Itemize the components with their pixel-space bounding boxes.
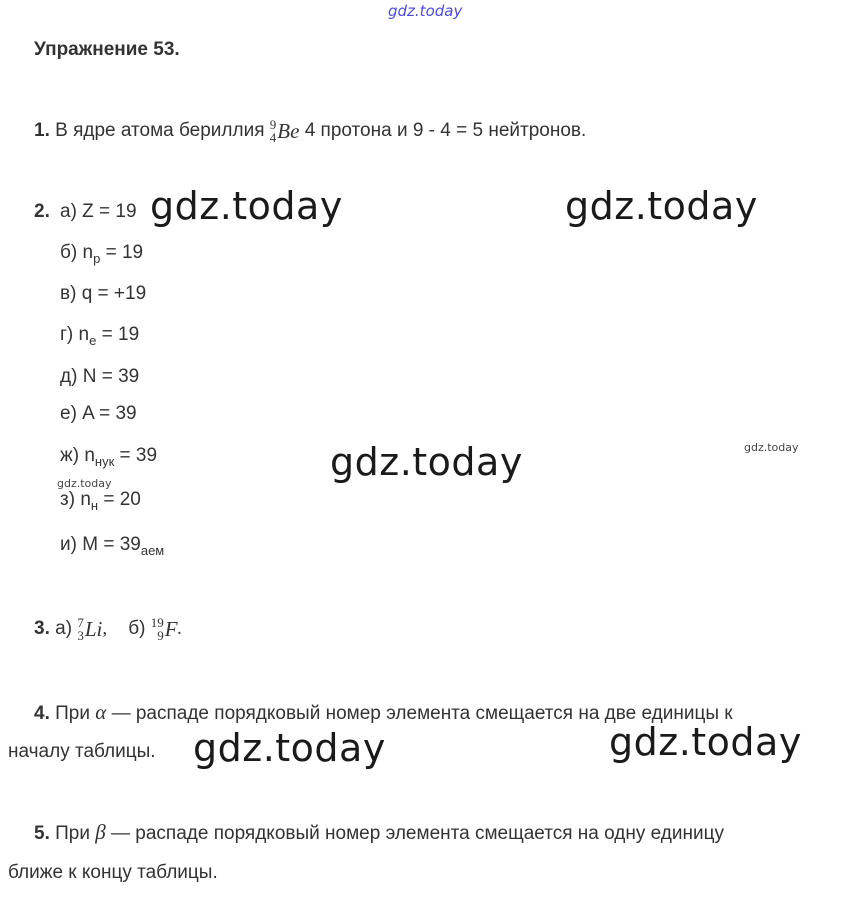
item-2-number: 2. — [34, 201, 50, 222]
item-3-number: 3. — [34, 618, 50, 640]
item-4-number: 4. — [34, 703, 50, 724]
watermark-3: gdz.today — [330, 440, 523, 484]
alpha-symbol: α — [95, 700, 107, 724]
isotope-lithium: 7 3 Li, — [77, 615, 108, 643]
item-2-line-e: е) A = 39 — [60, 403, 137, 424]
item-3 — [34, 616, 182, 642]
watermark-top: gdz.today — [388, 2, 463, 20]
item-1-text-after: 4 протона и 9 - 4 = 5 нейтронов. — [304, 120, 587, 142]
beta-symbol: β — [95, 820, 106, 844]
item-3-b-label: б) — [128, 618, 146, 640]
watermark-2: gdz.today — [565, 184, 758, 228]
isotope-be-symbol: Be — [277, 119, 300, 143]
item-2-line-b: б) $n_p = 19$ — [60, 242, 144, 266]
item-5-number: 5. — [34, 823, 50, 844]
item-5-line-2: ближе к концу таблицы. — [8, 862, 218, 883]
item-2-line-d: д) N = 39 — [60, 366, 140, 387]
item-4-line-2: началу таблицы. — [8, 741, 156, 762]
isotope-be-atomic: 4 — [269, 130, 277, 145]
item-5-line-1: 5. При β — распаде порядковый номер элемента смещается на одну единицу — [34, 820, 724, 844]
item-1 — [34, 118, 586, 144]
item-2-line-v: в) q = +19 — [60, 283, 147, 304]
item-1-text-before: В ядре атома бериллия — [55, 120, 265, 142]
item-4-line-1: 4. При α — распаде порядковый номер элемента смещается на две единицы к — [34, 700, 733, 724]
item-2-line-z: з) $n_н = 20$ — [60, 489, 141, 513]
watermark-4: gdz.today — [193, 726, 386, 770]
item-2-line-g: г) $n_e = 19$ — [60, 324, 140, 348]
isotope-be-mass: 9 — [269, 117, 277, 132]
item-2-line-a: а) Z = 19 — [60, 201, 137, 222]
item-2-line-i: и) $M = 39_{аем}$ — [60, 534, 165, 558]
item-1-number: 1. — [34, 120, 50, 142]
watermark-5: gdz.today — [609, 720, 802, 764]
item-2-number-wrap — [34, 200, 50, 224]
item-3-a-label: а) — [55, 618, 73, 640]
watermark-1: gdz.today — [150, 184, 343, 228]
watermark-small-1: gdz.today — [744, 441, 799, 454]
watermark-small-2: gdz.today — [57, 477, 112, 490]
item-2-line-zh: ж) $n_{нук} = 39$ — [60, 445, 158, 469]
isotope-fluorine: 19 9 F. — [150, 615, 183, 643]
isotope-beryllium — [270, 118, 300, 144]
exercise-title: Упражнение 53. — [34, 39, 180, 60]
